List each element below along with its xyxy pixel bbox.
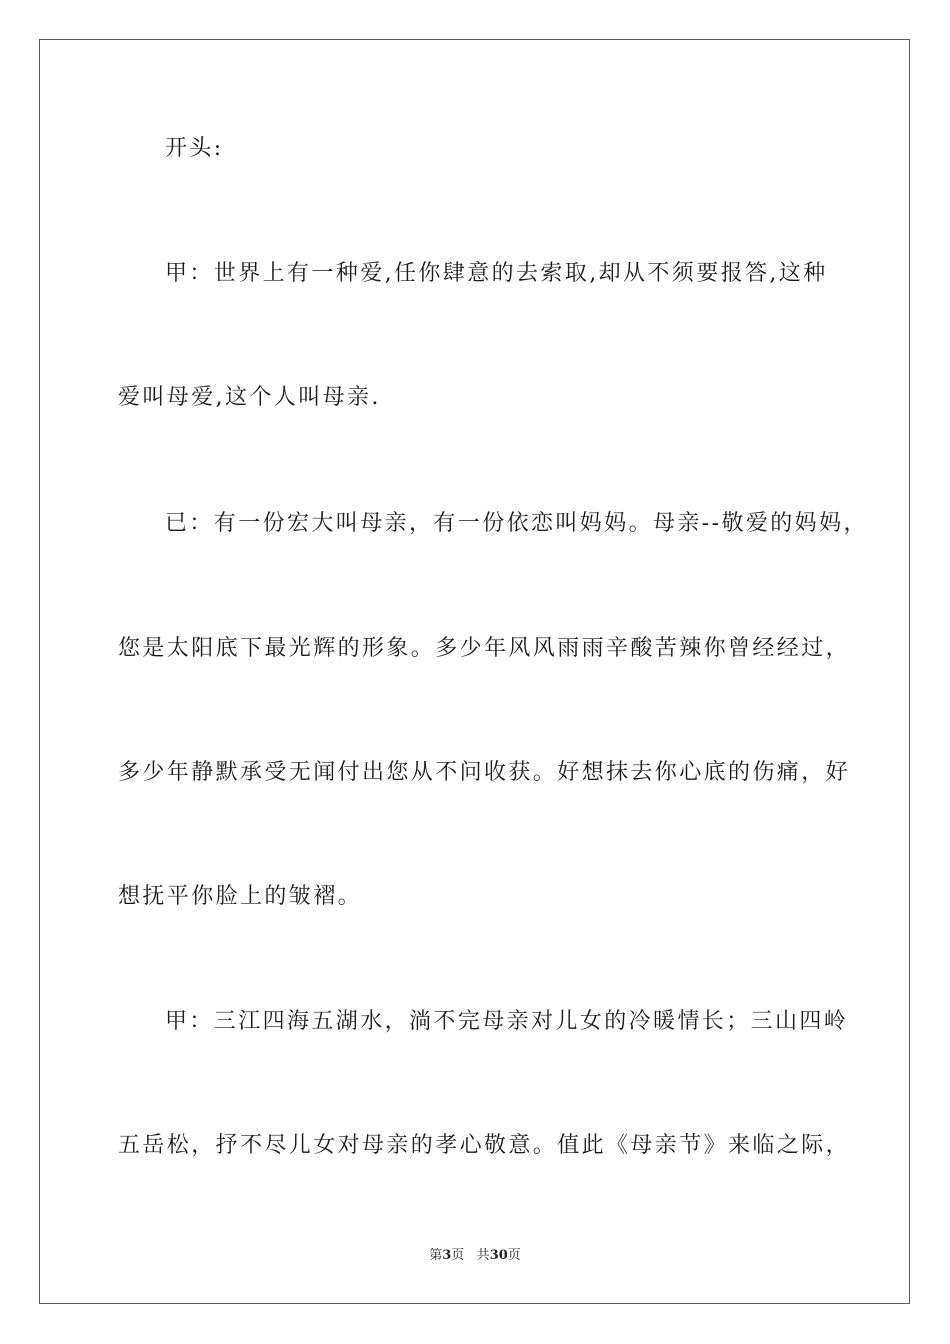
total-prefix: 共: [476, 1248, 490, 1263]
page-prefix: 第: [429, 1248, 443, 1263]
text-line-2: 甲：世界上有一种爱,任你肆意的去索取,却从不须要报答,这种: [165, 261, 828, 286]
total-suffix: 页: [507, 1248, 521, 1263]
page-suffix: 页: [451, 1248, 465, 1263]
page-border: [39, 39, 910, 1304]
text-line-1: 开头:: [165, 136, 224, 161]
text-line-9: 五岳松，抒不尽儿女对母亲的孝心敬意。值此《母亲节》来临之际，: [118, 1133, 851, 1158]
page-footer: [0, 1247, 950, 1265]
text-line-6: 多少年静默承受无闻付出您从不问收获。好想抹去你心底的伤痛，好: [118, 760, 851, 785]
text-line-3: 爱叫母爱,这个人叫母亲.: [118, 385, 381, 410]
text-line-4: 已：有一份宏大叫母亲，有一份依恋叫妈妈。母亲--敬爱的妈妈，: [165, 511, 868, 536]
total-pages: 30: [489, 1248, 508, 1263]
text-line-7: 想抚平你脸上的皱褶。: [118, 884, 363, 909]
text-line-5: 您是太阳底下最光辉的形象。多少年风风雨雨辛酸苦辣你曾经经过，: [118, 636, 851, 661]
page-number: 3: [442, 1248, 452, 1263]
text-line-8: 甲：三江四海五湖水，淌不完母亲对儿女的冷暖情长；三山四岭: [165, 1009, 849, 1034]
